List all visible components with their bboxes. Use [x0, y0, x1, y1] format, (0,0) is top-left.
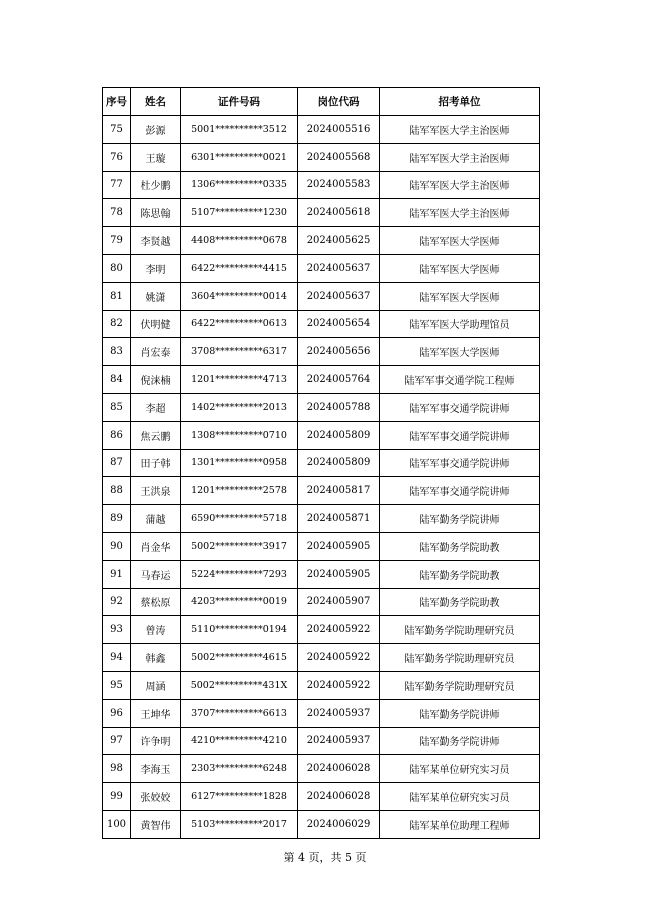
id-number: 3707**********6613 — [181, 699, 298, 727]
table-header-row — [103, 88, 540, 116]
recruiting-unit: 陆军勤务学院讲师 — [380, 699, 540, 727]
recruiting-unit: 陆军军医大学主治医师 — [380, 171, 540, 199]
row-index: 90 — [103, 532, 131, 560]
row-index: 94 — [103, 644, 131, 672]
id-number: 1201**********2578 — [181, 477, 298, 505]
id-number: 3604**********0014 — [181, 282, 298, 310]
id-number: 5224**********7293 — [181, 560, 298, 588]
candidate-name: 李海玉 — [131, 755, 181, 783]
row-index: 91 — [103, 560, 131, 588]
id-number: 1402**********2013 — [181, 393, 298, 421]
row-index: 75 — [103, 116, 131, 144]
position-code: 2024005922 — [298, 616, 380, 644]
recruiting-unit: 陆军某单位助理工程师 — [380, 810, 540, 838]
row-index: 99 — [103, 783, 131, 811]
page-footer: 第 4 页，共 5 页 — [283, 851, 367, 864]
position-code: 2024005922 — [298, 671, 380, 699]
position-code: 2024005788 — [298, 393, 380, 421]
row-index: 96 — [103, 699, 131, 727]
candidate-name: 曾涛 — [131, 616, 181, 644]
candidate-name: 马春运 — [131, 560, 181, 588]
row-index: 93 — [103, 616, 131, 644]
position-code: 2024006028 — [298, 783, 380, 811]
recruiting-unit: 陆军勤务学院助教 — [380, 588, 540, 616]
header-recruiting-unit: 招考单位 — [380, 88, 540, 116]
recruiting-unit: 陆军勤务学院助理研究员 — [380, 671, 540, 699]
id-number: 5001**********3512 — [181, 116, 298, 144]
row-index: 92 — [103, 588, 131, 616]
table-row — [103, 310, 540, 338]
header-index: 序号 — [103, 88, 131, 116]
position-code: 2024005637 — [298, 254, 380, 282]
id-number: 1308**********0710 — [181, 421, 298, 449]
row-index: 77 — [103, 171, 131, 199]
table-row — [103, 644, 540, 672]
id-number: 6422**********0613 — [181, 310, 298, 338]
candidate-name: 李明 — [131, 254, 181, 282]
recruiting-unit: 陆军军医大学主治医师 — [380, 143, 540, 171]
row-index: 81 — [103, 282, 131, 310]
recruiting-unit: 陆军勤务学院助理研究员 — [380, 644, 540, 672]
id-number: 2303**********6248 — [181, 755, 298, 783]
table-row — [103, 421, 540, 449]
id-number: 1301**********0958 — [181, 449, 298, 477]
row-index: 86 — [103, 421, 131, 449]
id-number: 6301**********0021 — [181, 143, 298, 171]
position-code: 2024005809 — [298, 421, 380, 449]
recruiting-unit: 陆军军医大学主治医师 — [380, 199, 540, 227]
row-index: 97 — [103, 727, 131, 755]
recruiting-unit: 陆军勤务学院讲师 — [380, 727, 540, 755]
id-number: 5107**********1230 — [181, 199, 298, 227]
recruiting-unit: 陆军勤务学院助教 — [380, 532, 540, 560]
candidate-name: 韩鑫 — [131, 644, 181, 672]
position-code: 2024005817 — [298, 477, 380, 505]
recruiting-unit: 陆军勤务学院讲师 — [380, 505, 540, 533]
id-number: 6422**********4415 — [181, 254, 298, 282]
row-index: 78 — [103, 199, 131, 227]
position-code: 2024005905 — [298, 532, 380, 560]
row-index: 80 — [103, 254, 131, 282]
id-number: 5002**********3917 — [181, 532, 298, 560]
row-index: 98 — [103, 755, 131, 783]
table-row — [103, 449, 540, 477]
row-index: 79 — [103, 227, 131, 255]
table-row — [103, 560, 540, 588]
position-code: 2024005764 — [298, 366, 380, 394]
table-row — [103, 671, 540, 699]
candidate-name: 李贤越 — [131, 227, 181, 255]
position-code: 2024005568 — [298, 143, 380, 171]
id-number: 5002**********431X — [181, 671, 298, 699]
position-code: 2024005625 — [298, 227, 380, 255]
table-row — [103, 477, 540, 505]
candidate-name: 蒲越 — [131, 505, 181, 533]
candidate-name: 王璇 — [131, 143, 181, 171]
candidate-name: 许争明 — [131, 727, 181, 755]
candidate-name: 姚潇 — [131, 282, 181, 310]
candidate-name: 倪涞楠 — [131, 366, 181, 394]
candidate-name: 黄智伟 — [131, 810, 181, 838]
position-code: 2024005637 — [298, 282, 380, 310]
row-index: 84 — [103, 366, 131, 394]
position-code: 2024005871 — [298, 505, 380, 533]
table-row — [103, 783, 540, 811]
recruiting-unit: 陆军勤务学院助教 — [380, 560, 540, 588]
id-number: 3708**********6317 — [181, 338, 298, 366]
table-row — [103, 171, 540, 199]
recruiting-unit: 陆军军事交通学院工程师 — [380, 366, 540, 394]
position-code: 2024005583 — [298, 171, 380, 199]
candidate-name: 伏明健 — [131, 310, 181, 338]
candidate-name: 彭源 — [131, 116, 181, 144]
id-number: 4408**********0678 — [181, 227, 298, 255]
recruiting-unit: 陆军军医大学医师 — [380, 254, 540, 282]
recruiting-unit: 陆军军事交通学院讲师 — [380, 477, 540, 505]
recruiting-unit: 陆军军医大学医师 — [380, 338, 540, 366]
id-number: 5002**********4615 — [181, 644, 298, 672]
candidate-name: 杜少鹏 — [131, 171, 181, 199]
recruiting-unit: 陆军军医大学助理馆员 — [380, 310, 540, 338]
row-index: 83 — [103, 338, 131, 366]
id-number: 5103**********2017 — [181, 810, 298, 838]
position-code: 2024006028 — [298, 755, 380, 783]
position-code: 2024005809 — [298, 449, 380, 477]
position-code: 2024005907 — [298, 588, 380, 616]
candidate-name: 田子韩 — [131, 449, 181, 477]
recruiting-unit: 陆军勤务学院助理研究员 — [380, 616, 540, 644]
header-name: 姓名 — [131, 88, 181, 116]
position-code: 2024005516 — [298, 116, 380, 144]
candidate-name: 肖金华 — [131, 532, 181, 560]
id-number: 1201**********4713 — [181, 366, 298, 394]
table-row — [103, 143, 540, 171]
candidate-name: 周涵 — [131, 671, 181, 699]
row-index: 82 — [103, 310, 131, 338]
table-row — [103, 393, 540, 421]
table-body — [103, 116, 540, 839]
row-index: 85 — [103, 393, 131, 421]
table-row — [103, 338, 540, 366]
recruiting-unit: 陆军军医大学主治医师 — [380, 116, 540, 144]
table-row — [103, 755, 540, 783]
recruiting-unit: 陆军军医大学医师 — [380, 227, 540, 255]
table-row — [103, 254, 540, 282]
candidate-name: 张姣姣 — [131, 783, 181, 811]
id-number: 1306**********0335 — [181, 171, 298, 199]
table-row — [103, 588, 540, 616]
row-index: 89 — [103, 505, 131, 533]
row-index: 88 — [103, 477, 131, 505]
table-row — [103, 227, 540, 255]
recruiting-unit: 陆军军医大学医师 — [380, 282, 540, 310]
candidate-name: 王坤华 — [131, 699, 181, 727]
table-row — [103, 366, 540, 394]
position-code: 2024005654 — [298, 310, 380, 338]
position-code: 2024006029 — [298, 810, 380, 838]
table-row — [103, 810, 540, 838]
id-number: 5110**********0194 — [181, 616, 298, 644]
recruiting-unit: 陆军军事交通学院讲师 — [380, 393, 540, 421]
table-row — [103, 727, 540, 755]
table-row — [103, 532, 540, 560]
table-row — [103, 116, 540, 144]
row-index: 87 — [103, 449, 131, 477]
id-number: 6127**********1828 — [181, 783, 298, 811]
recruiting-unit: 陆军某单位研究实习员 — [380, 755, 540, 783]
id-number: 6590**********5718 — [181, 505, 298, 533]
position-code: 2024005937 — [298, 727, 380, 755]
row-index: 95 — [103, 671, 131, 699]
table-row — [103, 282, 540, 310]
recruiting-unit: 陆军某单位研究实习员 — [380, 783, 540, 811]
candidate-name: 蔡松原 — [131, 588, 181, 616]
position-code: 2024005922 — [298, 644, 380, 672]
recruiting-unit: 陆军军事交通学院讲师 — [380, 449, 540, 477]
candidate-name: 焦云鹏 — [131, 421, 181, 449]
id-number: 4203**********0019 — [181, 588, 298, 616]
table-row — [103, 616, 540, 644]
row-index: 76 — [103, 143, 131, 171]
header-position-code: 岗位代码 — [298, 88, 380, 116]
table-row — [103, 505, 540, 533]
candidate-name: 王洪泉 — [131, 477, 181, 505]
table-row — [103, 699, 540, 727]
id-number: 4210**********4210 — [181, 727, 298, 755]
row-index: 100 — [103, 810, 131, 838]
header-id-number: 证件号码 — [181, 88, 298, 116]
position-code: 2024005937 — [298, 699, 380, 727]
candidate-name: 肖宏泰 — [131, 338, 181, 366]
position-code: 2024005656 — [298, 338, 380, 366]
candidate-name: 李超 — [131, 393, 181, 421]
candidate-table — [102, 87, 540, 839]
candidate-name: 陈思翰 — [131, 199, 181, 227]
table-row — [103, 199, 540, 227]
position-code: 2024005618 — [298, 199, 380, 227]
position-code: 2024005905 — [298, 560, 380, 588]
recruiting-unit: 陆军军事交通学院讲师 — [380, 421, 540, 449]
